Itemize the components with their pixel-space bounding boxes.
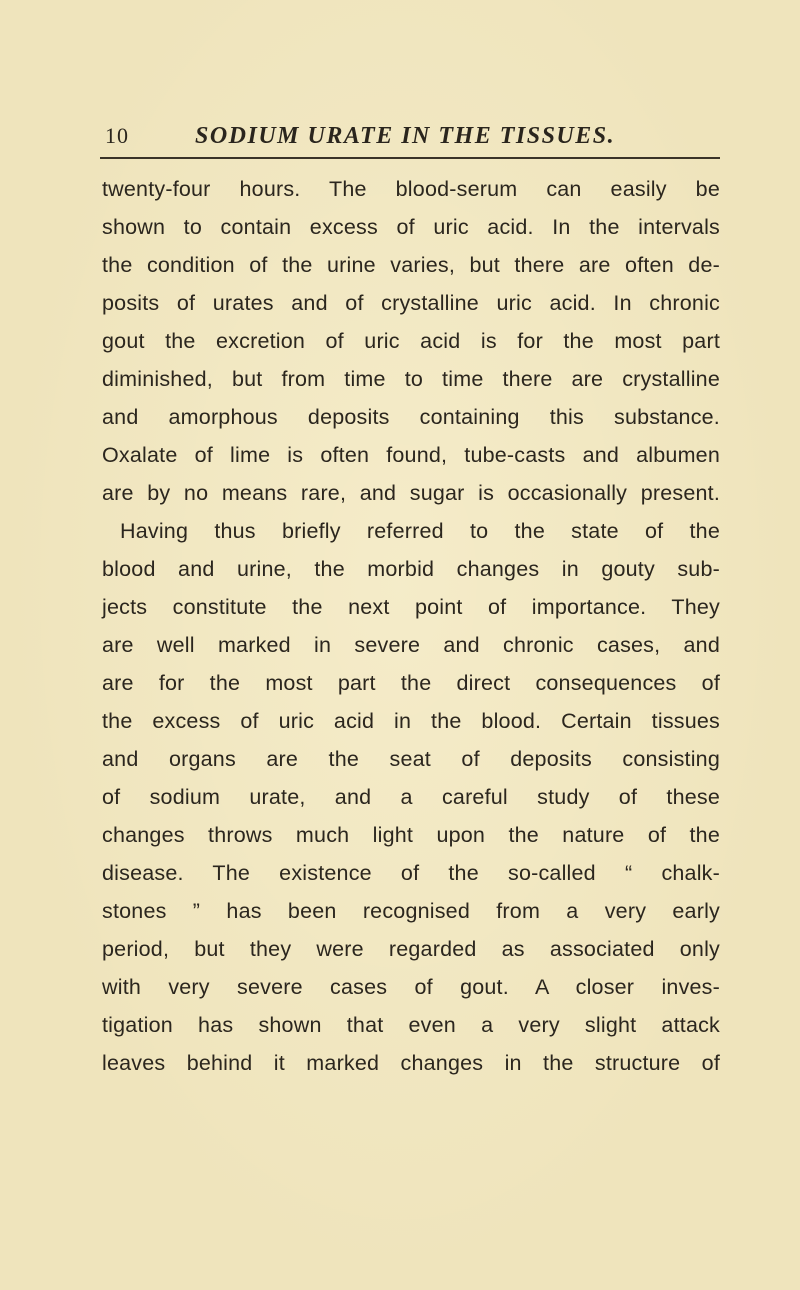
text-line: Oxalate of lime is often found, tube-casts and albumen <box>102 443 720 467</box>
text-line: are well marked in severe and chronic cases, and <box>102 633 720 657</box>
text-line: are by no means rare, and sugar is occasionally present. <box>102 481 720 505</box>
paragraph-start-line: Having thus briefly referred to the state of the <box>120 519 720 543</box>
header-rule <box>100 157 720 159</box>
text-line: jects constitute the next point of importance. They <box>102 595 720 619</box>
text-line: with very severe cases of gout. A closer inves- <box>102 975 720 999</box>
text-line: period, but they were regarded as associated only <box>102 937 720 961</box>
text-line: gout the excretion of uric acid is for the most part <box>102 329 720 353</box>
text-line: posits of urates and of crystalline uric acid. In chronic <box>102 291 720 315</box>
text-line: the excess of uric acid in the blood. Certain tissues <box>102 709 720 733</box>
running-title: SODIUM URATE IN THE TISSUES. <box>195 123 616 149</box>
text-line: shown to contain excess of uric acid. In the intervals <box>102 215 720 239</box>
text-line: and amorphous deposits containing this substance. <box>102 405 720 429</box>
text-line: disease. The existence of the so-called “ chalk- <box>102 861 720 885</box>
text-line: tigation has shown that even a very slight attack <box>102 1013 720 1037</box>
text-line: stones ” has been recognised from a very early <box>102 899 720 923</box>
text-line: changes throws much light upon the nature of the <box>102 823 720 847</box>
text-line: leaves behind it marked changes in the structure of <box>102 1051 720 1075</box>
body-text <box>102 170 720 1082</box>
text-line: diminished, but from time to time there are crystalline <box>102 367 720 391</box>
page-number: 10 <box>105 123 129 148</box>
text-line: blood and urine, the morbid changes in gouty sub- <box>102 557 720 581</box>
text-line: of sodium urate, and a careful study of these <box>102 785 720 809</box>
text-line: twenty-four hours. The blood-serum can easily be <box>102 177 720 201</box>
text-line: are for the most part the direct consequences of <box>102 671 720 695</box>
text-line: the condition of the urine varies, but there are often de- <box>102 253 720 277</box>
text-line: and organs are the seat of deposits consisting <box>102 747 720 771</box>
